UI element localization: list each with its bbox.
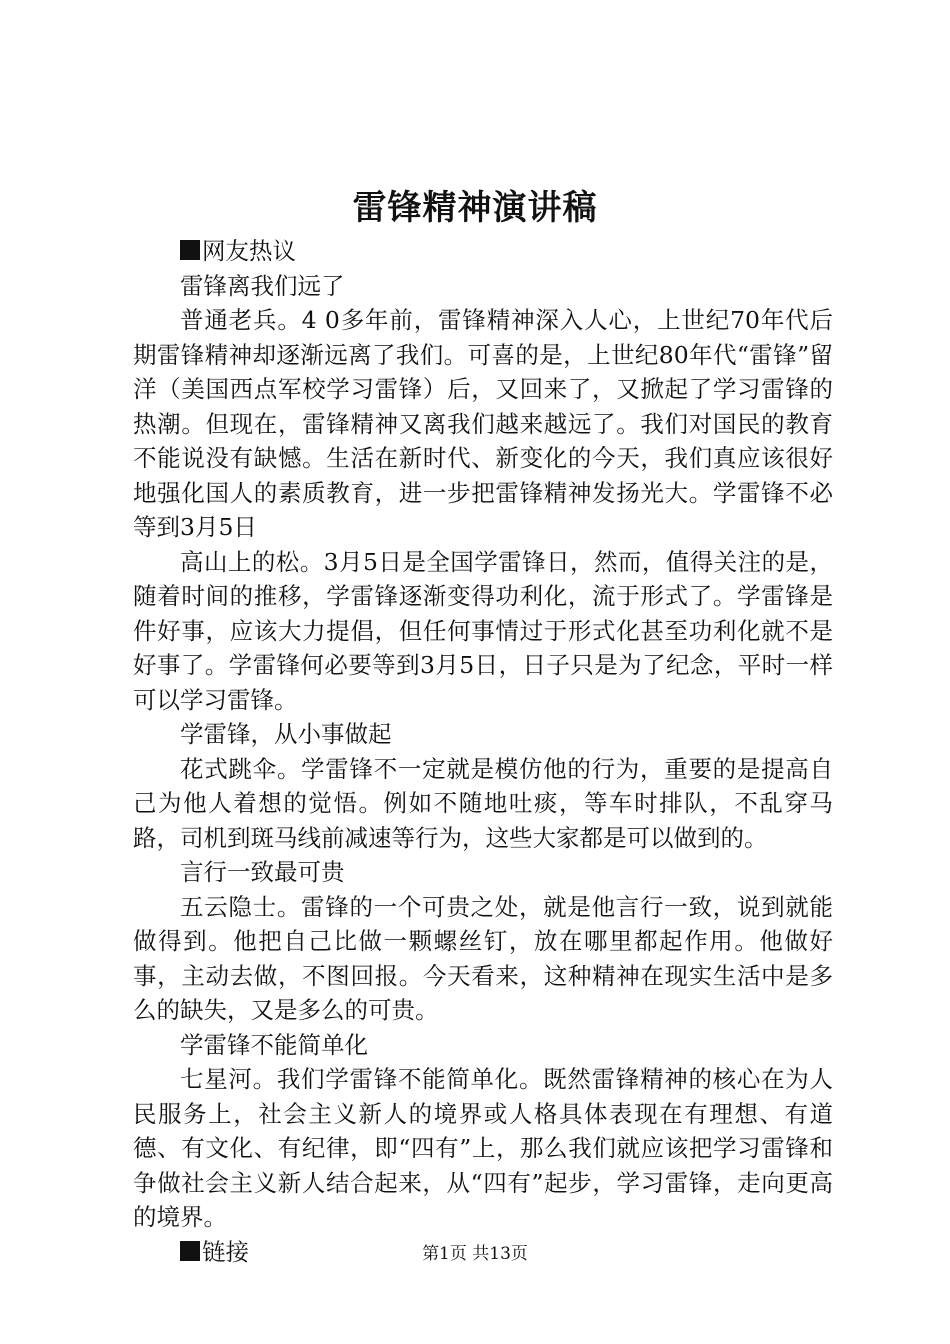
section-heading-text: 链接 [202,1237,249,1266]
subheading: 学雷锋，从小事做起 [180,720,392,748]
paragraph: 普通老兵。4 0多年前，雷锋精神深入人心，上世纪70年代后期雷锋精神却逐渐远离了我们。可喜的是，上世纪80年代“雷锋”留洋（美国西点军校学习雷锋）后，又回来了，又掀起了学习雷锋的热潮。但现在，雷锋精神又离我们越来越远了。我们对国民的教育不能说没有缺憾。生活在新时代、新变化的今天，我们真应该很好地强化国人的素质教育，进一步把雷锋精神发扬光大。学雷锋不必等到3月5日 [133,306,833,541]
square-bullet-icon [180,240,200,260]
paragraph: 花式跳伞。学雷锋不一定就是模仿他的行为，重要的是提高自己为他人着想的觉悟。例如不随地吐痰，等车时排队，不乱穿马路，司机到斑马线前减速等行为，这些大家都是可以做到的。 [133,754,833,852]
subheading: 雷锋离我们远了 [180,271,345,300]
page-number-footer: 第1页 共13页 [422,1244,528,1264]
document-title: 雷锋精神演讲稿 [352,188,598,228]
subheading: 学雷锋不能简单化 [180,1030,368,1059]
section-heading-bulleted [133,234,833,269]
document-body [133,234,833,1269]
subheading: 言行一致最可贵 [180,858,345,886]
paragraph: 五云隐士。雷锋的一个可贵之处，就是他言行一致，说到就能做得到。他把自己比做一颗螺丝钉，放在哪里都起作用。他做好事，主动去做，不图回报。今天看来，这种精神在现实生活中是多么的缺失，又是多么的可贵。 [133,892,833,1024]
section-heading-text: 网友热议 [202,237,296,265]
paragraph: 高山上的松。3月5日是全国学雷锋日，然而，值得关注的是，随着时间的推移，学雷锋逐渐变得功利化，流于形式了。学雷锋是件好事，应该大力提倡，但任何事情过于形式化甚至功利化就不是好事了。学雷锋何必要等到3月5日，日子只是为了纪念，平时一样可以学习雷锋。 [133,547,833,714]
paragraph: 七星河。我们学雷锋不能简单化。既然雷锋精神的核心在为人民服务上，社会主义新人的境界或人格具体表现在有理想、有道德、有文化、有纪律，即“四有”上，那么我们就应该把学习雷锋和争做社会主义新人结合起来，从“四有”起步，学习雷锋，走向更高的境界。 [133,1065,833,1231]
